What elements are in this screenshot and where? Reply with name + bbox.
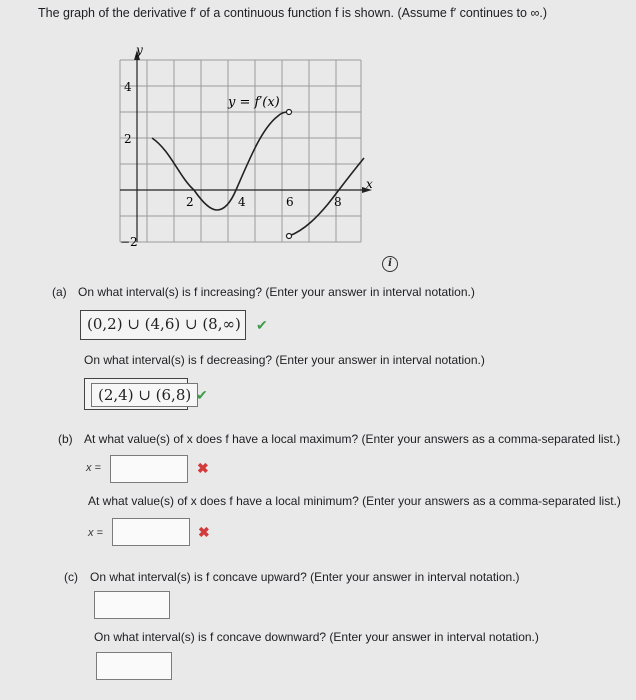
increasing-answer-field[interactable] <box>80 310 246 340</box>
info-icon[interactable]: i <box>382 256 398 272</box>
part-b-max-question: At what value(s) of x does f have a local maximum? (Enter your answers as a comma-separated list.) <box>84 432 621 446</box>
incorrect-icon: ✖ <box>197 460 209 476</box>
question-header: The graph of the derivative f′ of a continuous function f is shown. (Assume f′ continues to ∞.) <box>38 6 548 20</box>
part-c-up-question: On what interval(s) is f concave upward? (Enter your answer in interval notation.) <box>90 570 520 584</box>
x-tick-2: 2 <box>186 195 194 209</box>
incorrect-icon: ✖ <box>198 524 210 540</box>
local-min-input[interactable] <box>112 518 190 546</box>
x-tick-6: 6 <box>286 195 294 209</box>
part-a-label: (a) <box>52 285 67 299</box>
y-tick-2: 2 <box>124 132 132 146</box>
part-b-label: (b) <box>58 432 73 446</box>
decreasing-answer-field[interactable] <box>84 378 192 410</box>
local-max-input[interactable] <box>110 455 188 483</box>
y-tick-4: 4 <box>124 80 132 94</box>
concave-down-input[interactable] <box>96 652 172 680</box>
open-endpoint-bottom <box>287 234 292 239</box>
curve-label: y = f′(x) <box>228 95 280 110</box>
part-b-min-question: At what value(s) of x does f have a local minimum? (Enter your answers as a comma-separated list.) <box>88 494 621 508</box>
derivative-curve-right <box>289 158 364 236</box>
correct-icon: ✔ <box>196 387 208 403</box>
y-tick-neg2: −2 <box>120 235 138 249</box>
x-tick-8: 8 <box>334 195 342 209</box>
derivative-graph <box>100 40 400 270</box>
part-a-increasing-question: On what interval(s) is f increasing? (Enter your answer in interval notation.) <box>78 285 475 299</box>
correct-icon: ✔ <box>256 317 268 333</box>
part-c-down-question: On what interval(s) is f concave downward? (Enter your answer in interval notation.) <box>94 630 539 644</box>
decreasing-answer-value: (2,4) ∪ (6,8) <box>91 383 198 407</box>
x-axis-label: x <box>366 177 373 191</box>
increasing-answer-value: (0,2) ∪ (4,6) ∪ (8,∞) <box>87 315 241 333</box>
concave-up-input[interactable] <box>94 591 170 619</box>
derivative-curve-left <box>152 112 288 210</box>
x-tick-4: 4 <box>238 195 246 209</box>
y-axis-label: y <box>136 43 143 57</box>
x-equals-label: x = <box>88 527 103 539</box>
part-c-label: (c) <box>64 570 78 584</box>
part-a-decreasing-question: On what interval(s) is f decreasing? (Enter your answer in interval notation.) <box>84 353 485 367</box>
graph-grid <box>120 60 361 242</box>
x-equals-label: x = <box>86 462 101 474</box>
open-endpoint-top <box>287 110 292 115</box>
